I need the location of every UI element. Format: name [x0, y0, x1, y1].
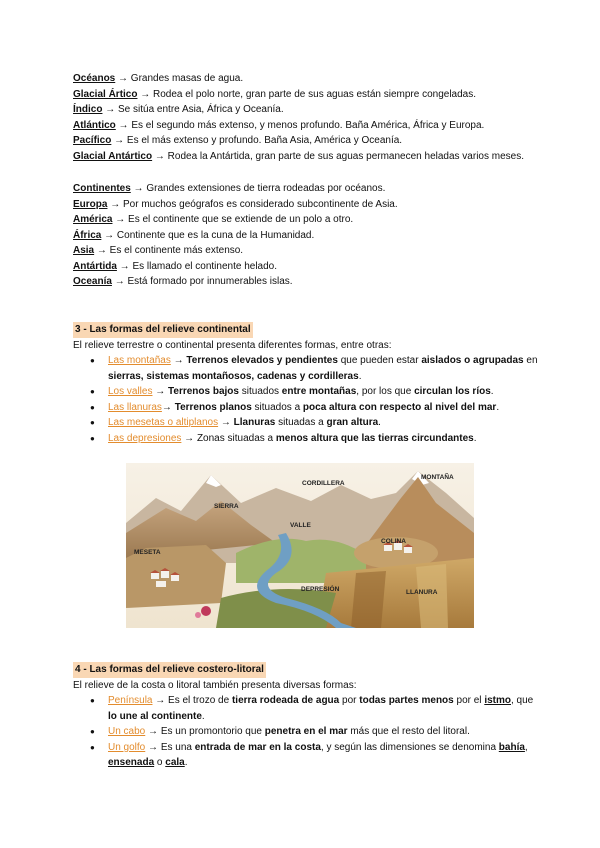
label-colina: COLINA: [381, 538, 406, 545]
continent-item: Antártida → Es llamado el continente helado.: [73, 260, 278, 272]
section-3-intro: El relieve terrestre o continental presenta diferentes formas, entre otras:: [73, 339, 392, 351]
label-valle: VALLE: [290, 522, 311, 529]
oceans-title: Océanos: [73, 73, 116, 84]
relief-illustration: [126, 463, 474, 628]
oceans-list: [73, 71, 560, 164]
coastal-forms-list: [73, 693, 560, 771]
continent-item: Oceanía → Está formado por innumerables islas.: [73, 276, 293, 287]
list-item: ● Los valles → Terrenos bajos situados entre montañas, por los que circulan los ríos.: [73, 384, 560, 400]
link-golfo[interactable]: Un golfo: [108, 741, 146, 753]
list-item: ● Las montañas → Terrenos elevados y pendientes que pueden estar aislados o agrupadas en sierras, sistemas montañosos, cadenas y cordilleras.: [73, 353, 560, 384]
link-cabo[interactable]: Un cabo: [108, 726, 146, 737]
section-continental-relief: [73, 322, 560, 446]
link-valles[interactable]: Los valles: [108, 386, 153, 397]
ocean-item: Índico → Se sitúa entre Asia, África y Oceanía.: [73, 104, 284, 115]
ocean-item: Pacífico → Es el más extenso y profundo. Baña Asia, América y Oceanía.: [73, 135, 403, 146]
list-item: ● Las llanuras→ Terrenos planos situados a poca altura con respecto al nivel del mar.: [73, 400, 560, 416]
link-llanuras[interactable]: Las llanuras: [108, 401, 162, 413]
continent-item: África → Continente que es la cuna de la Humanidad.: [73, 229, 315, 241]
continent-item: Europa → Por muchos geógrafos es considerado subcontinente de Asia.: [73, 198, 398, 210]
link-montanas[interactable]: Las montañas: [108, 355, 171, 366]
section-4-heading: 4 - Las formas del relieve costero-litoral: [73, 662, 266, 678]
flowers: [201, 606, 211, 616]
section-3-heading: 3 - Las formas del relieve continental: [73, 322, 253, 338]
link-peninsula[interactable]: Península: [108, 695, 153, 706]
section-4-intro: El relieve de la costa o litoral también presenta diversas formas:: [73, 679, 357, 691]
continent-item: América → Es el continente que se extiende de un polo a otro.: [73, 214, 354, 225]
continents-title-line: Continentes → Grandes extensiones de tierra rodeadas por océanos.: [73, 183, 386, 194]
continents-list: [73, 181, 560, 290]
label-cordillera: CORDILLERA: [302, 480, 345, 487]
continents-title: Continentes: [73, 183, 131, 194]
link-mesetas[interactable]: Las mesetas o altiplanos: [108, 417, 219, 428]
label-montana: MONTAÑA: [421, 474, 454, 481]
link-depresiones[interactable]: Las depresiones: [108, 432, 182, 444]
list-item: ● Las depresiones → Zonas situadas a menos altura que las tierras circundantes.: [73, 431, 560, 447]
ocean-item: Atlántico → Es el segundo más extenso, y menos profundo. Baña América, África y Europa.: [73, 119, 485, 131]
relief-forms-list: [73, 353, 560, 446]
oceans-title-line: Océanos → Grandes masas de agua.: [73, 73, 244, 84]
ocean-item: Glacial Ártico → Rodea el polo norte, gran parte de sus aguas están siempre congeladas.: [73, 88, 477, 100]
continent-item: Asia → Es el continente más extenso.: [73, 245, 244, 256]
label-llanura: LLANURA: [406, 589, 438, 596]
list-item: ● Un cabo → Es un promontorio que penetra en el mar más que el resto del litoral.: [73, 724, 560, 740]
section-coastal-relief: [73, 662, 560, 771]
list-item: ● Un golfo → Es una entrada de mar en la costa, y según las dimensiones se denomina bahía, ensenada o cala.: [73, 740, 560, 771]
list-item: ● Península → Es el trozo de tierra rodeada de agua por todas partes menos por el istmo, que lo une al continente.: [73, 693, 560, 724]
ocean-item: Glacial Antártico → Rodea la Antártida, gran parte de sus aguas permanecen heladas varios meses.: [73, 150, 524, 162]
label-sierra: SIERRA: [214, 503, 239, 510]
list-item: ● Las mesetas o altiplanos → Llanuras situadas a gran altura.: [73, 415, 560, 431]
label-depresion: DEPRESIÓN: [301, 586, 340, 593]
label-meseta: MESETA: [134, 549, 161, 556]
